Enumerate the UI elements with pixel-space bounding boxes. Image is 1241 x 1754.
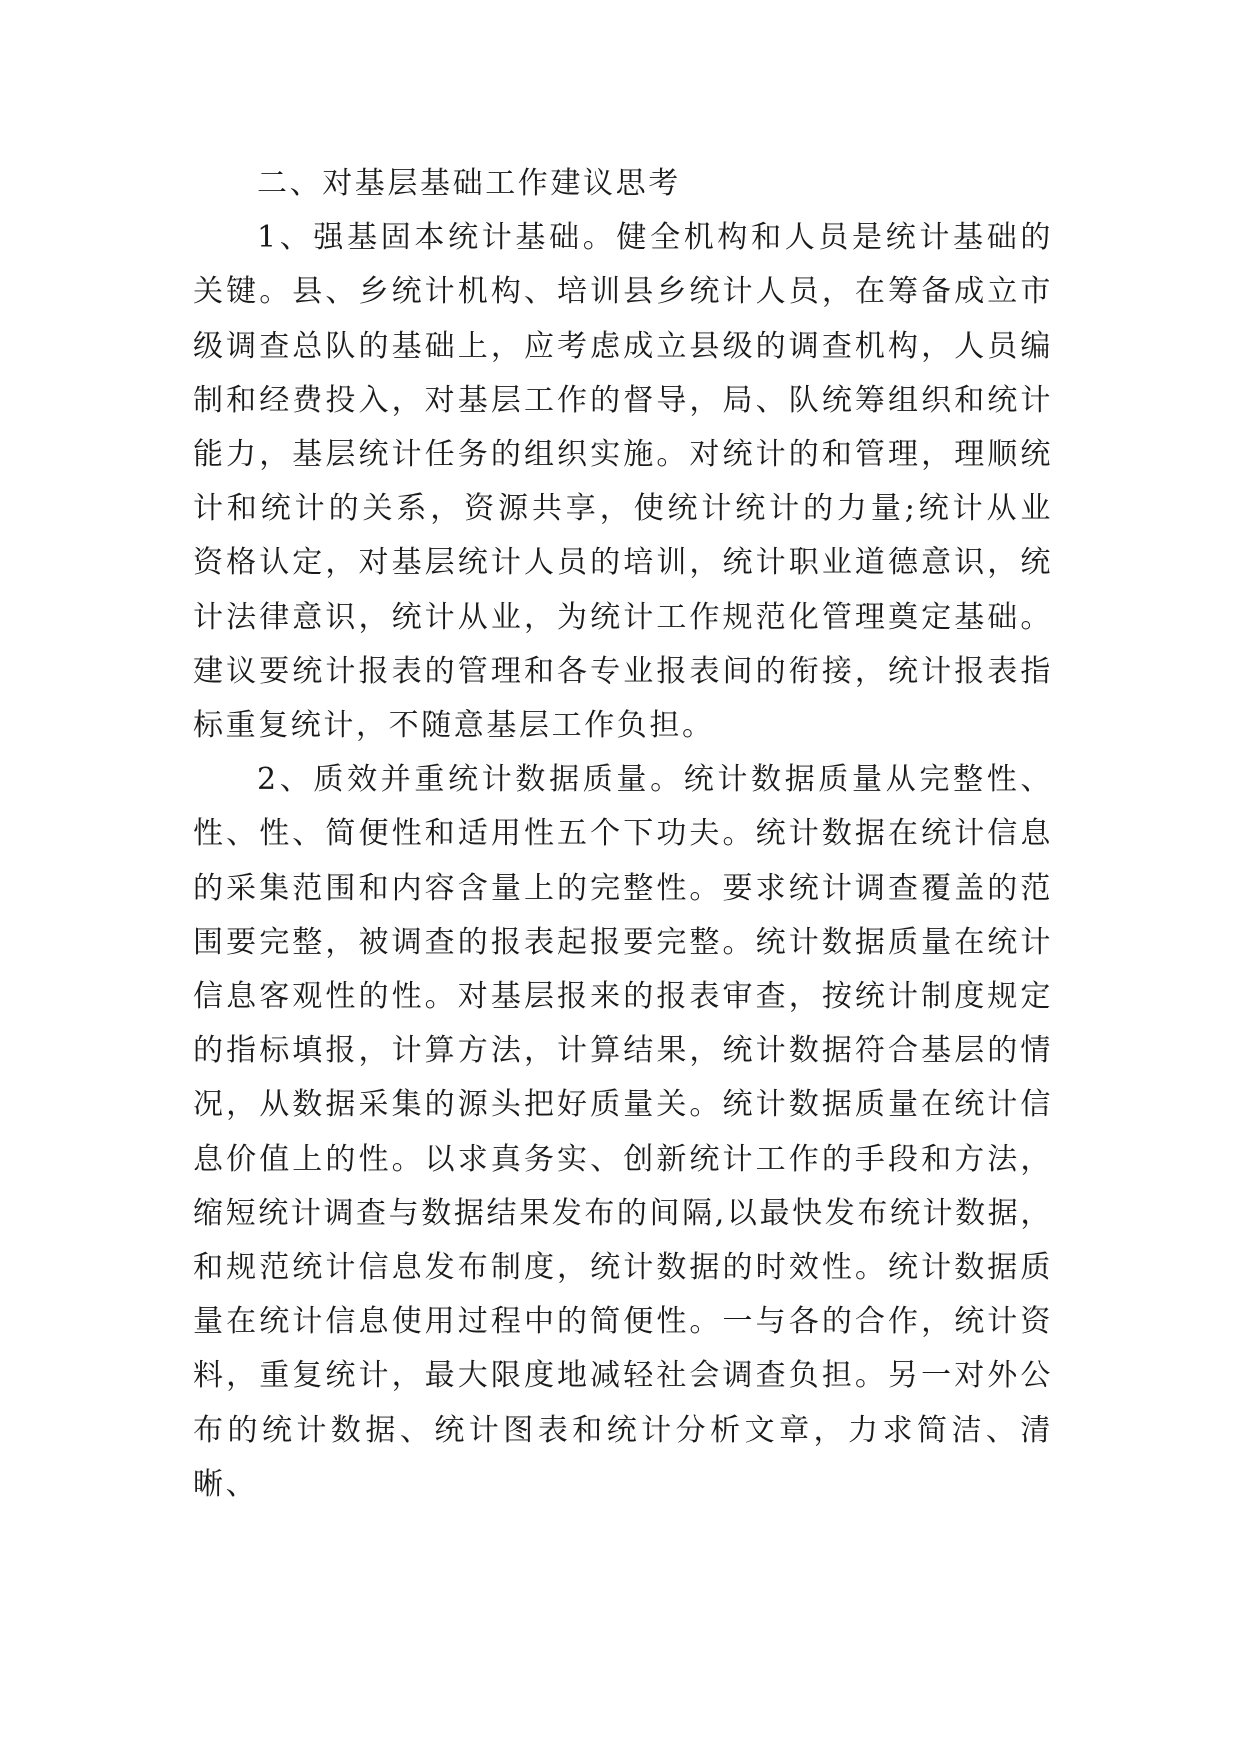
- paragraph-2: 2、质效并重统计数据质量。统计数据质量从完整性、性、性、简便性和适用性五个下功夫。统计数据在统计信息的采集范围和内容含量上的完整性。要求统计调查覆盖的范围要完整，被调查的报表起报要完整。统计数据质量在统计信息客观性的性。对基层报来的报表审查，按统计制度规定的指标填报，计算方法，计算结果，统计数据符合基层的情况，从数据采集的源头把好质量关。统计数据质量在统计信息价值上的性。以求真务实、创新统计工作的手段和方法，缩短统计调查与数据结果发布的间隔,以最快发布统计数据，和规范统计信息发布制度，统计数据的时效性。统计数据质量在统计信息使用过程中的简便性。一与各的合作，统计资料，重复统计，最大限度地减轻社会调查负担。另一对外公布的统计数据、统计图表和统计分析文章，力求简洁、清晰、: [193, 762, 1053, 1502]
- paragraph-1: 1、强基固本统计基础。健全机构和人员是统计基础的关键。县、乡统计机构、培训县乡统计人员，在筹备成立市级调查总队的基础上，应考虑成立县级的调查机构，人员编制和经费投入，对基层工作的督导，局、队统筹组织和统计能力，基层统计任务的组织实施。对统计的和管理，理顺统计和统计的关系，资源共享，使统计统计的力量;统计从业资格认定，对基层统计人员的培训，统计职业道德意识，统计法律意识，统计从业，为统计工作规范化管理奠定基础。建议要统计报表的管理和各专业报表间的衔接，统计报表指标重复统计，不随意基层工作负担。: [193, 220, 1053, 744]
- section-heading: 二、对基层基础工作建议思考: [257, 166, 681, 201]
- document-body: [193, 157, 1053, 1512]
